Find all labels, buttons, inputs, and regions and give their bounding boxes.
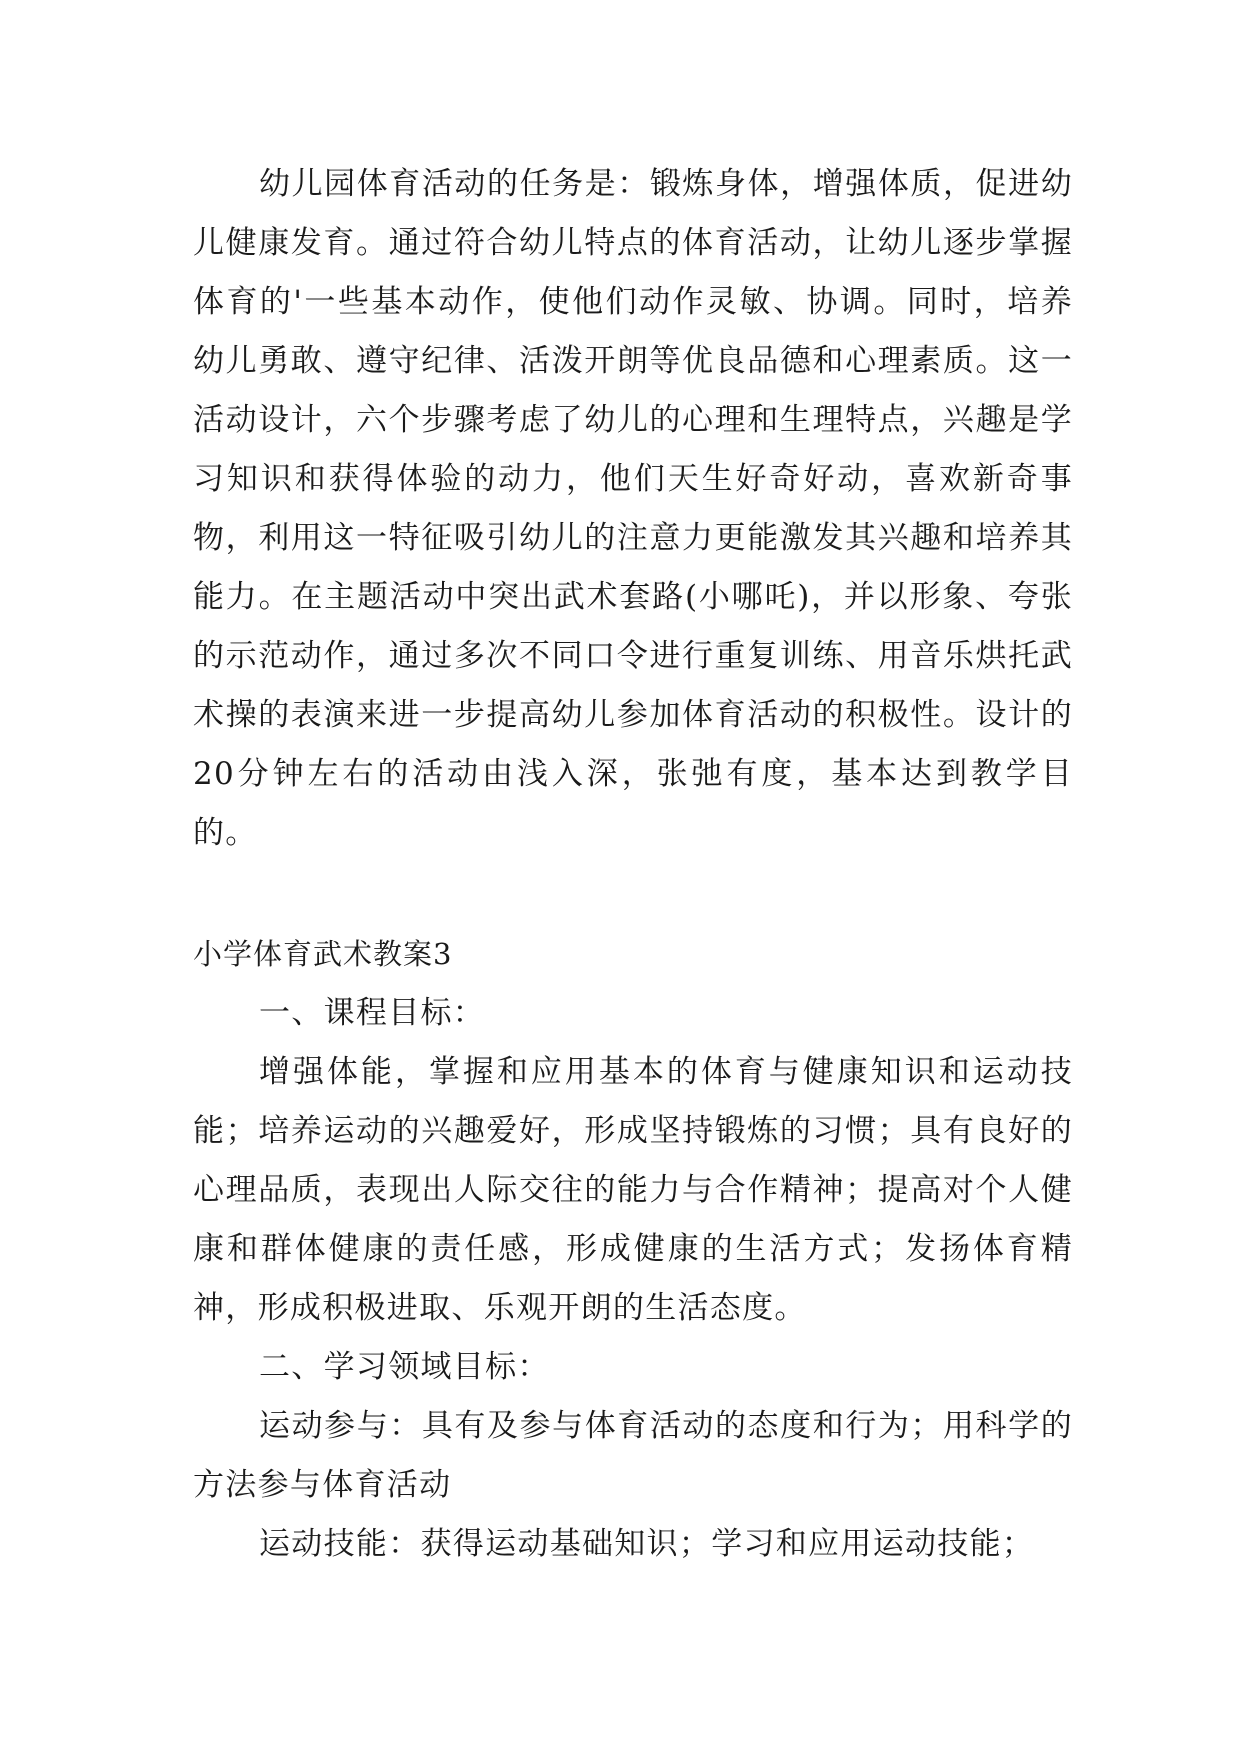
course-goal-heading: 一、课程目标： bbox=[259, 995, 486, 1031]
course-goal-paragraph: 增强体能，掌握和应用基本的体育与健康知识和运动技能；培养运动的兴趣爱好，形成坚持锻炼的习惯；具有良好的心理品质，表现出人际交往的能力与合作精神；提高对个人健康和群体健康的责任感，形成健康的生活方式；发扬体育精神，形成积极进取、乐观开朗的生活态度。 bbox=[193, 1054, 1073, 1326]
document-page bbox=[193, 155, 1073, 1574]
skills-paragraph: 运动技能：获得运动基础知识；学习和应用运动技能； bbox=[259, 1526, 1035, 1562]
intro-paragraph: 幼儿园体育活动的任务是：锻炼身体，增强体质，促进幼儿健康发育。通过符合幼儿特点的体育活动，让幼儿逐步掌握体育的'一些基本动作，使他们动作灵敏、协调。同时，培养幼儿勇敢、遵守纪律、活泼开朗等优良品德和心理素质。这一活动设计，六个步骤考虑了幼儿的心理和生理特点，兴趣是学习知识和获得体验的动力，他们天生好奇好动，喜欢新奇事物，利用这一特征吸引幼儿的注意力更能激发其兴趣和培养其能力。在主题活动中突出武术套路(小哪吒)，并以形象、夸张的示范动作，通过多次不同口令进行重复训练、用音乐烘托武术操的表演来进一步提高幼儿参加体育活动的积极性。设计的20分钟左右的活动由浅入深，张弛有度，基本达到教学目的。 bbox=[193, 166, 1073, 851]
section-spacer bbox=[193, 863, 1073, 925]
participation-paragraph: 运动参与：具有及参与体育活动的态度和行为；用科学的方法参与体育活动 bbox=[193, 1408, 1073, 1503]
domain-goal-heading: 二、学习领域目标： bbox=[259, 1349, 550, 1385]
section-title: 小学体育武术教案3 bbox=[193, 937, 453, 971]
